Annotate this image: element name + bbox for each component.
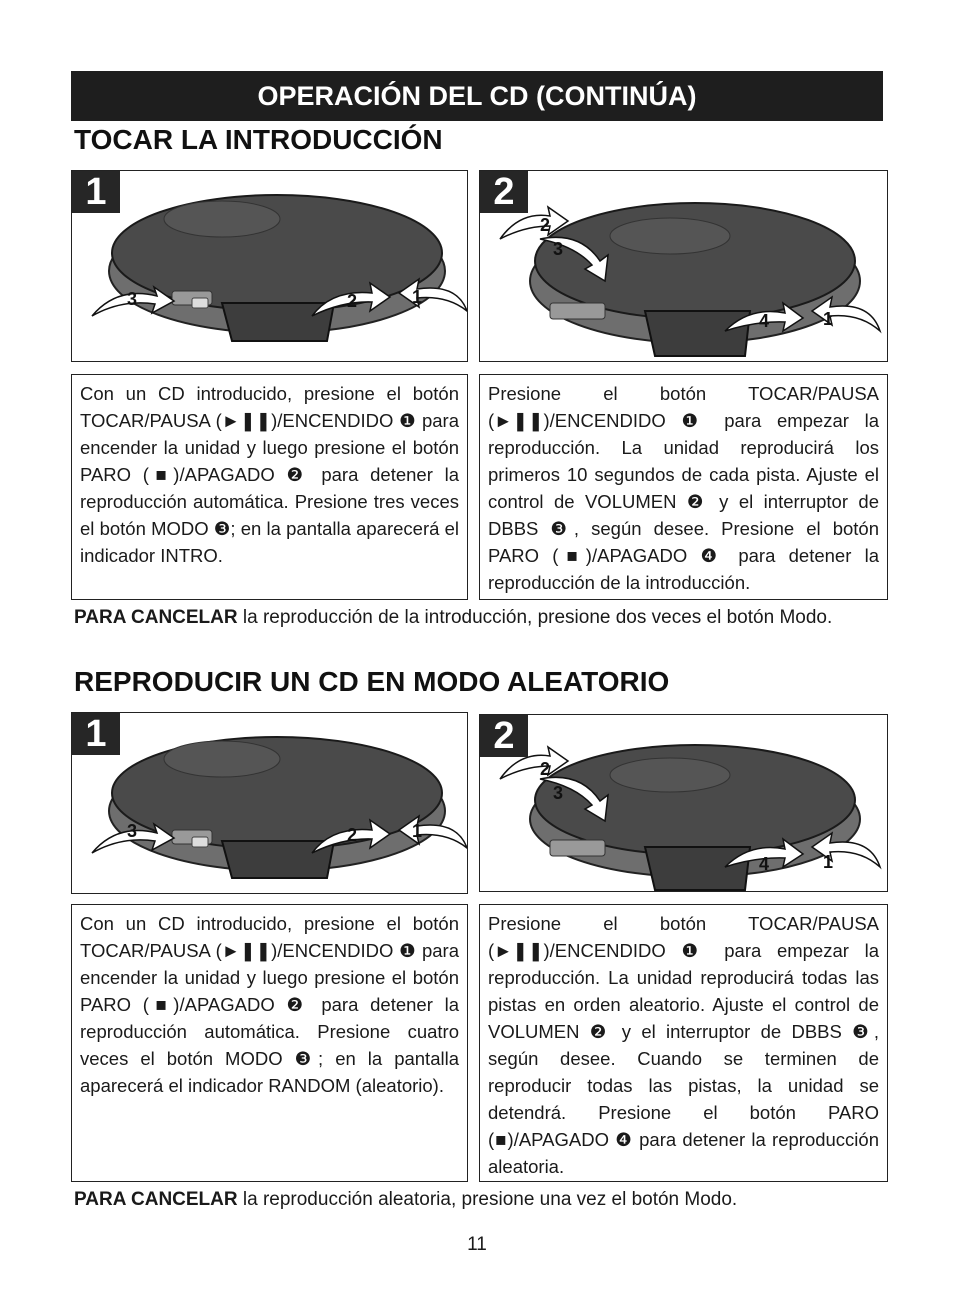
- cancel-note-random: [74, 1187, 864, 1213]
- callout-3: 3: [127, 821, 138, 841]
- callout-1: 1: [412, 821, 423, 841]
- callout-1: 1: [823, 852, 834, 872]
- instruction-intro-step1: Con un CD introducido, presione el botón TOCAR/PAUSA (►❚❚)/ENCENDIDO ❶ para encender la unidad y luego presione el botón PARO (■)/APAGADO ❷ para detener la reproducción automática. Presione tres veces el botón MODO ❸; en la pantalla aparecerá el indicador INTRO.: [71, 374, 468, 600]
- cd-player-angled-image: [480, 171, 888, 362]
- cancel-text: la reproducción aleatoria, presione una vez el botón Modo.: [237, 1189, 738, 1210]
- callout-1: 1: [823, 309, 834, 329]
- callout-3: 3: [553, 783, 564, 803]
- section-title-random: REPRODUCIR UN CD EN MODO ALEATORIO: [74, 666, 670, 697]
- cancel-text: la reproducción de la introducción, presione dos veces el botón Modo.: [237, 607, 833, 628]
- banner-title: OPERACIÓN DEL CD (CONTINÚA): [257, 80, 697, 111]
- cancel-note-intro: [74, 605, 864, 631]
- callout-2: 2: [347, 291, 358, 311]
- callout-3: 3: [127, 289, 138, 309]
- illustration-random-step2: [479, 714, 888, 892]
- step-badge: 1: [72, 713, 120, 755]
- cancel-label: PARA CANCELAR: [74, 607, 238, 628]
- instruction-random-step2: Presione el botón TOCAR/PAUSA (►❚❚)/ENCENDIDO ❶ para empezar la reproducción. La unidad reproducirá todas las pistas en orden aleatorio. Ajuste el control de VOLUMEN ❷ y el interruptor de DBBS ❸, según desee. Cuando se terminen de reproducir todas las pistas, la unidad se detendrá. Presione el botón PARO (■)/APAGADO ❹ para detener la reproducción aleatoria.: [479, 904, 888, 1182]
- page-number: 11: [467, 1234, 487, 1255]
- callout-4: 4: [759, 311, 770, 331]
- cancel-label: PARA CANCELAR: [74, 1189, 238, 1210]
- section-title-intro: TOCAR LA INTRODUCCIÓN: [74, 124, 443, 155]
- illustration-random-step1: [71, 712, 468, 894]
- cd-player-angled-image: [480, 715, 888, 892]
- section-banner: [71, 71, 883, 121]
- step-badge: 2: [480, 715, 528, 757]
- illustration-intro-step1: [71, 170, 468, 362]
- cd-player-front-image: [72, 171, 468, 362]
- callout-2: 2: [540, 215, 551, 235]
- step-badge: 2: [480, 171, 528, 213]
- illustration-intro-step2: [479, 170, 888, 362]
- callout-2: 2: [347, 825, 358, 845]
- callout-1: 1: [412, 287, 423, 307]
- step-badge: 1: [72, 171, 120, 213]
- callout-3: 3: [553, 239, 564, 259]
- instruction-intro-step2: Presione el botón TOCAR/PAUSA (►❚❚)/ENCENDIDO ❶ para empezar la reproducción. La unidad reproducirá los primeros 10 segundos de cada pista. Ajuste el control de VOLUMEN ❷ y el interruptor de DBBS ❸, según desee. Presione el botón PARO (■)/APAGADO ❹ para detener la reproducción de la introducción.: [479, 374, 888, 600]
- callout-2: 2: [540, 759, 551, 779]
- instruction-random-step1: Con un CD introducido, presione el botón TOCAR/PAUSA (►❚❚)/ENCENDIDO ❶ para encender la unidad y luego presione el botón PARO (■)/APAGADO ❷ para detener la reproducción automática. Presione cuatro veces el botón MODO ❸; en la pantalla aparecerá el indicador RANDOM (aleatorio).: [71, 904, 468, 1182]
- callout-4: 4: [759, 854, 770, 874]
- cd-player-front-image: [72, 713, 468, 894]
